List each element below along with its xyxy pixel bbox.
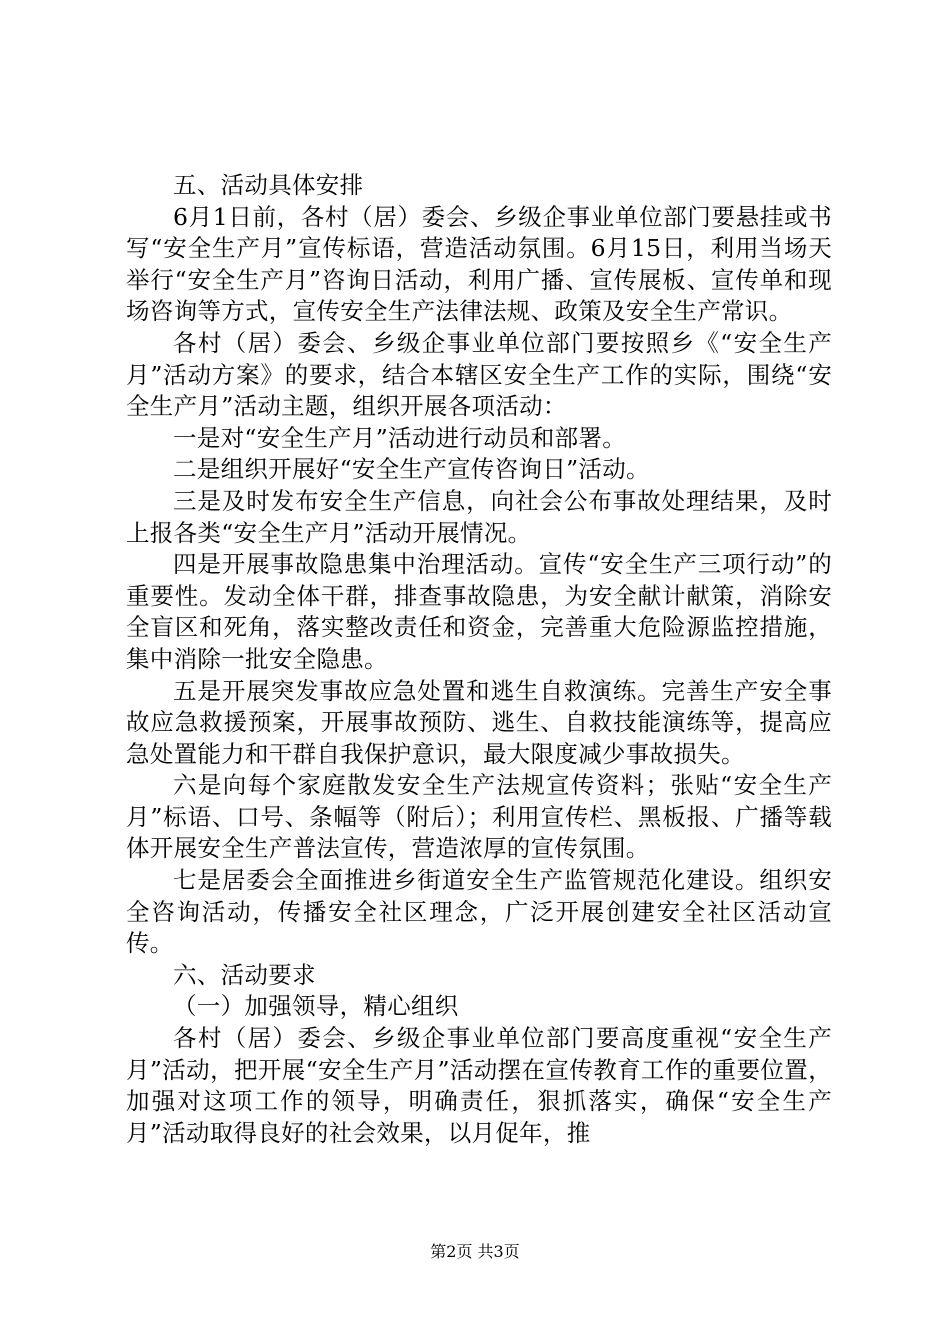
paragraph-item-5: 五是开展突发事故应急处置和逃生自救演练。完善生产安全事故应急救援预案，开展事故预防、逃生、自救技能演练等，提高应急处置能力和干群自我保护意识，最大限度减少事故损失。 (126, 676, 832, 768)
paragraph-item-3: 三是及时发布安全生产信息，向社会公布事故处理结果，及时上报各类“安全生产月”活动开展情况。 (126, 486, 832, 547)
paragraph-item-1: 一是对“安全生产月”活动进行动员和部署。 (173, 423, 627, 452)
section-heading-6: 六、活动要求 (173, 960, 316, 989)
section-heading-5: 五、活动具体安排 (173, 171, 364, 199)
paragraph-item-6: 六是向每个家庭散发安全生产法规宣传资料；张贴“安全生产月”标语、口号、条幅等（附后）；利用宣传栏、黑板报、广播等载体开展安全生产普法宣传，营造浓厚的宣传氛围。 (126, 771, 832, 863)
subsection-heading-1: （一）加强领导，精心组织 (173, 992, 459, 1021)
paragraph-item-2: 二是组织开展好“安全生产宣传咨询日”活动。 (173, 455, 650, 484)
paragraph-requirements-intro: 各村（居）委会、乡级企事业单位部门要按照乡《“安全生产月”活动方案》的要求，结合本辖区安全生产工作的实际，围绕“安全生产月”活动主题，组织开展各项活动： (126, 328, 832, 421)
paragraph-leadership: 各村（居）委会、乡级企事业单位部门要高度重视“安全生产月”活动，把开展“安全生产月”活动摆在宣传教育工作的重要位置，加强对这项工作的领导，明确责任，狠抓落实，确保“安全生产月”活动取得良好的社会效果，以月促年，推 (126, 1024, 832, 1147)
page-footer: 第2页 共3页 (430, 1242, 520, 1261)
document-body (126, 170, 832, 1149)
paragraph-item-4: 四是开展事故隐患集中治理活动。宣传“安全生产三项行动”的重要性。发动全体干群，排查事故隐患，为安全献计献策，消除安全盲区和死角，落实整改责任和资金，完善重大危险源监控措施，集中消除一批安全隐患。 (126, 550, 832, 673)
paragraph-schedule: 6月1日前，各村（居）委会、乡级企事业单位部门要悬挂或书写“安全生产月”宣传标语，营造活动氛围。6月15日，利用当场天举行“安全生产月”咨询日活动，利用广播、宣传展板、宣传单和现场咨询等方式，宣传安全生产法律法规、政策及安全生产常识。 (126, 202, 832, 326)
paragraph-item-7: 七是居委会全面推进乡街道安全生产监管规范化建设。组织安全咨询活动，传播安全社区理念，广泛开展创建安全社区活动宣传。 (126, 866, 832, 958)
